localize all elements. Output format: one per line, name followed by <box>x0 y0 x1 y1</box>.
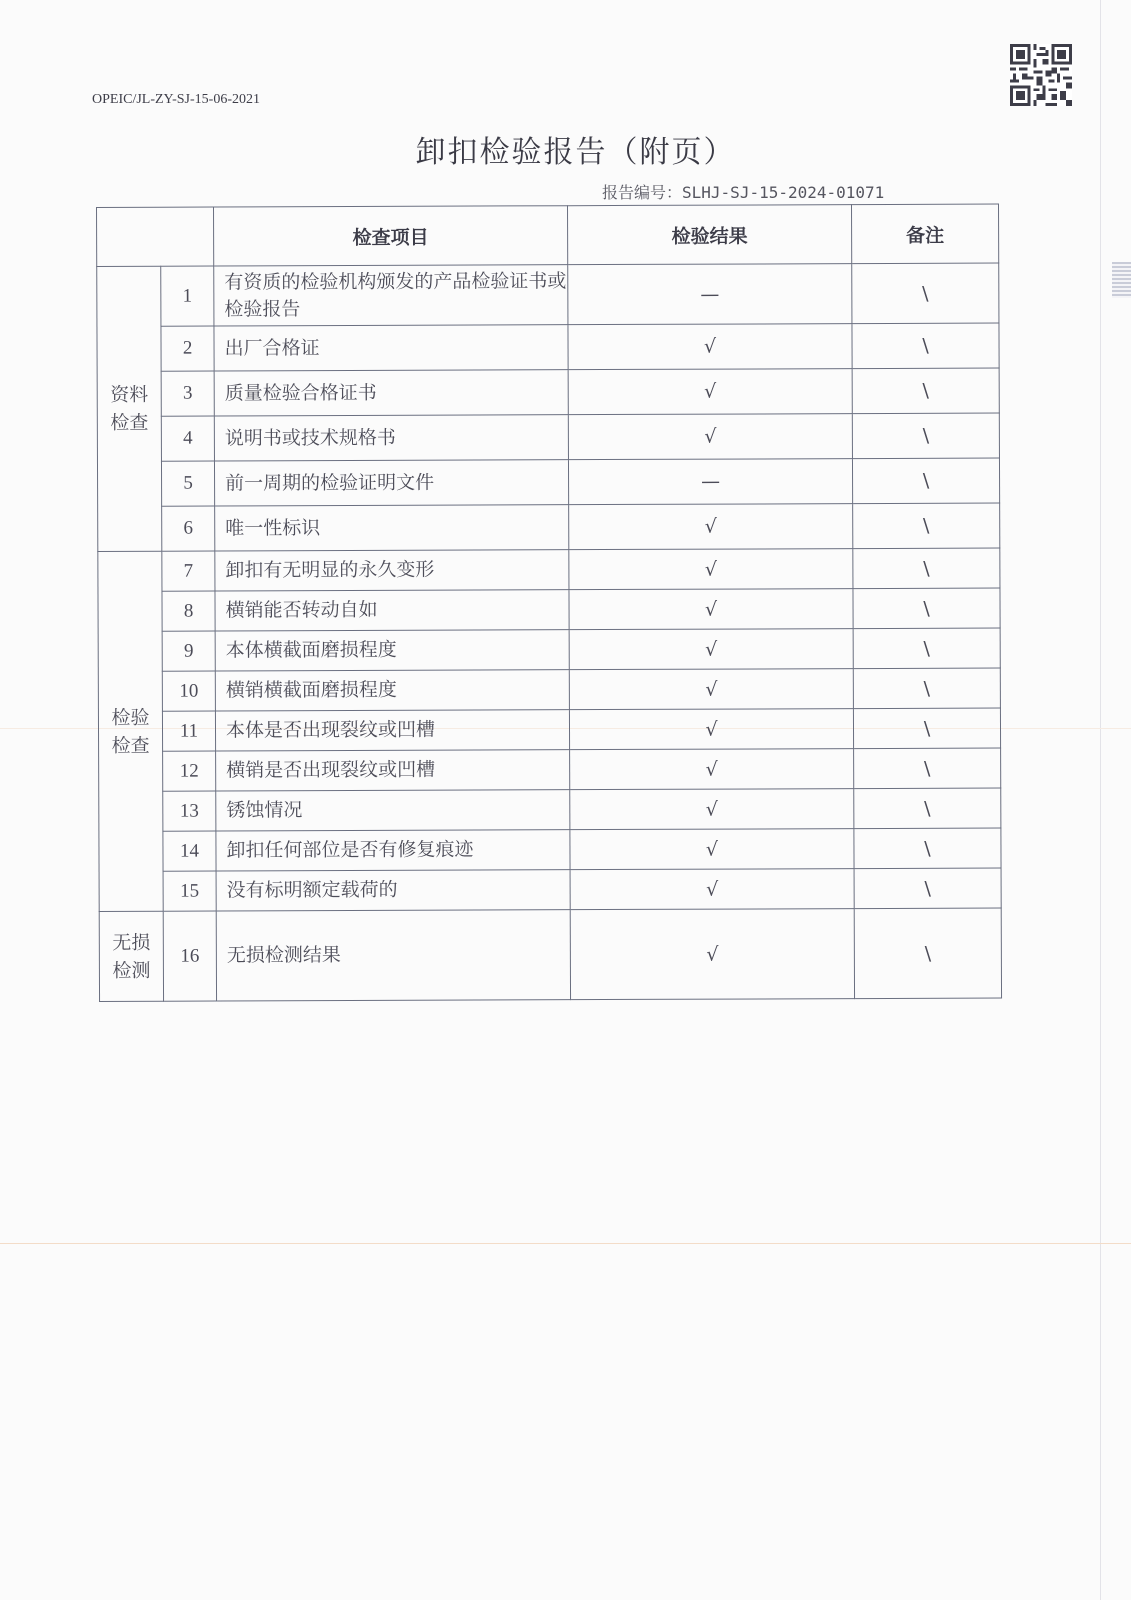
row-item: 说明书或技术规格书 <box>214 415 568 461</box>
category-cell: 无损 检测 <box>99 911 163 1001</box>
row-number: 2 <box>161 326 214 371</box>
row-note: \ <box>852 458 999 504</box>
row-note: \ <box>854 828 1001 869</box>
row-result: √ <box>568 324 852 370</box>
table-row <box>98 628 1000 671</box>
row-result: √ <box>568 369 852 415</box>
row-number: 11 <box>162 711 215 751</box>
report-number-value: SLHJ-SJ-15-2024-01071 <box>682 183 885 202</box>
row-number: 5 <box>161 461 214 506</box>
row-number: 16 <box>163 911 216 1001</box>
row-result: — <box>568 459 852 505</box>
row-result: √ <box>568 414 852 460</box>
document-code: OPEIC/JL-ZY-SJ-15-06-2021 <box>92 92 260 107</box>
row-number: 10 <box>162 671 215 711</box>
column-header-item: 检查项目 <box>214 206 568 266</box>
row-item: 卸扣任何部位是否有修复痕迹 <box>216 830 570 871</box>
row-item: 质量检验合格证书 <box>214 370 568 416</box>
row-number: 13 <box>163 791 216 831</box>
scan-edge <box>1100 0 1101 1600</box>
row-note: \ <box>854 748 1001 789</box>
row-item: 横销能否转动自如 <box>215 590 569 631</box>
table-row <box>99 828 1001 871</box>
row-result: √ <box>569 589 853 630</box>
table-row <box>97 458 999 506</box>
page-title: 卸扣检验报告（附页） <box>415 135 736 170</box>
row-note: \ <box>852 368 999 414</box>
row-result: √ <box>569 629 853 670</box>
row-result: √ <box>570 869 854 910</box>
category-cell: 资料 检查 <box>97 266 162 551</box>
qr-code-icon <box>1010 44 1072 106</box>
row-item: 有资质的检验机构颁发的产品检验证书或检验报告 <box>214 265 568 326</box>
row-number: 9 <box>162 631 215 671</box>
report-number-label: 报告编号： <box>602 183 683 202</box>
row-result: √ <box>569 669 853 710</box>
row-result: — <box>568 264 852 325</box>
table-row <box>99 868 1001 911</box>
row-number: 14 <box>163 831 216 871</box>
row-item: 卸扣有无明显的永久变形 <box>215 550 569 591</box>
row-note: \ <box>854 788 1001 829</box>
row-number: 15 <box>163 871 216 911</box>
row-number: 3 <box>161 371 214 416</box>
row-note: \ <box>853 588 1000 629</box>
row-note: \ <box>852 413 999 459</box>
row-result: √ <box>569 504 853 550</box>
table-row <box>98 548 1000 591</box>
inspection-table <box>96 204 1002 1002</box>
table-row <box>99 788 1001 831</box>
row-item: 本体横截面磨损程度 <box>215 630 569 671</box>
row-note: \ <box>853 548 1000 589</box>
table-row <box>98 708 1000 751</box>
row-item: 锈蚀情况 <box>216 790 570 831</box>
scan-mark <box>1112 262 1131 298</box>
table-row <box>97 263 999 326</box>
report-number <box>602 180 884 203</box>
table-row <box>99 908 1001 1001</box>
header-corner <box>97 207 214 266</box>
row-note: \ <box>854 868 1001 909</box>
row-number: 12 <box>163 751 216 791</box>
row-item: 没有标明额定载荷的 <box>216 870 570 911</box>
row-note: \ <box>852 263 999 324</box>
row-result: √ <box>569 549 853 590</box>
fold-line <box>0 1243 1131 1244</box>
table-row <box>98 588 1000 631</box>
row-note: \ <box>854 908 1001 999</box>
column-header-result: 检验结果 <box>567 205 851 265</box>
table-body <box>97 263 1002 1001</box>
row-result: √ <box>569 709 853 750</box>
row-number: 7 <box>162 551 215 591</box>
row-item: 本体是否出现裂纹或凹槽 <box>215 710 569 751</box>
column-header-note: 备注 <box>851 204 998 264</box>
row-result: √ <box>570 909 854 1000</box>
row-item: 横销是否出现裂纹或凹槽 <box>216 750 570 791</box>
row-note: \ <box>853 668 1000 709</box>
row-number: 4 <box>161 416 214 461</box>
row-item: 出厂合格证 <box>214 325 568 371</box>
table-row <box>98 668 1000 711</box>
table-row <box>97 368 999 416</box>
row-note: \ <box>853 503 1000 549</box>
row-note: \ <box>853 708 1000 749</box>
table-row <box>99 748 1001 791</box>
row-result: √ <box>570 749 854 790</box>
row-item: 横销横截面磨损程度 <box>215 670 569 711</box>
table-row <box>98 503 1000 551</box>
row-result: √ <box>570 829 854 870</box>
row-note: \ <box>852 323 999 369</box>
row-item: 无损检测结果 <box>216 910 570 1001</box>
row-note: \ <box>853 628 1000 669</box>
row-number: 8 <box>162 591 215 631</box>
table-header-row <box>97 204 999 266</box>
row-result: √ <box>570 789 854 830</box>
category-cell: 检验 检查 <box>98 551 163 911</box>
row-item: 前一周期的检验证明文件 <box>214 460 568 506</box>
row-item: 唯一性标识 <box>215 505 569 551</box>
table-row <box>97 413 999 461</box>
row-number: 1 <box>161 266 214 326</box>
table-row <box>97 323 999 371</box>
row-number: 6 <box>162 506 215 551</box>
